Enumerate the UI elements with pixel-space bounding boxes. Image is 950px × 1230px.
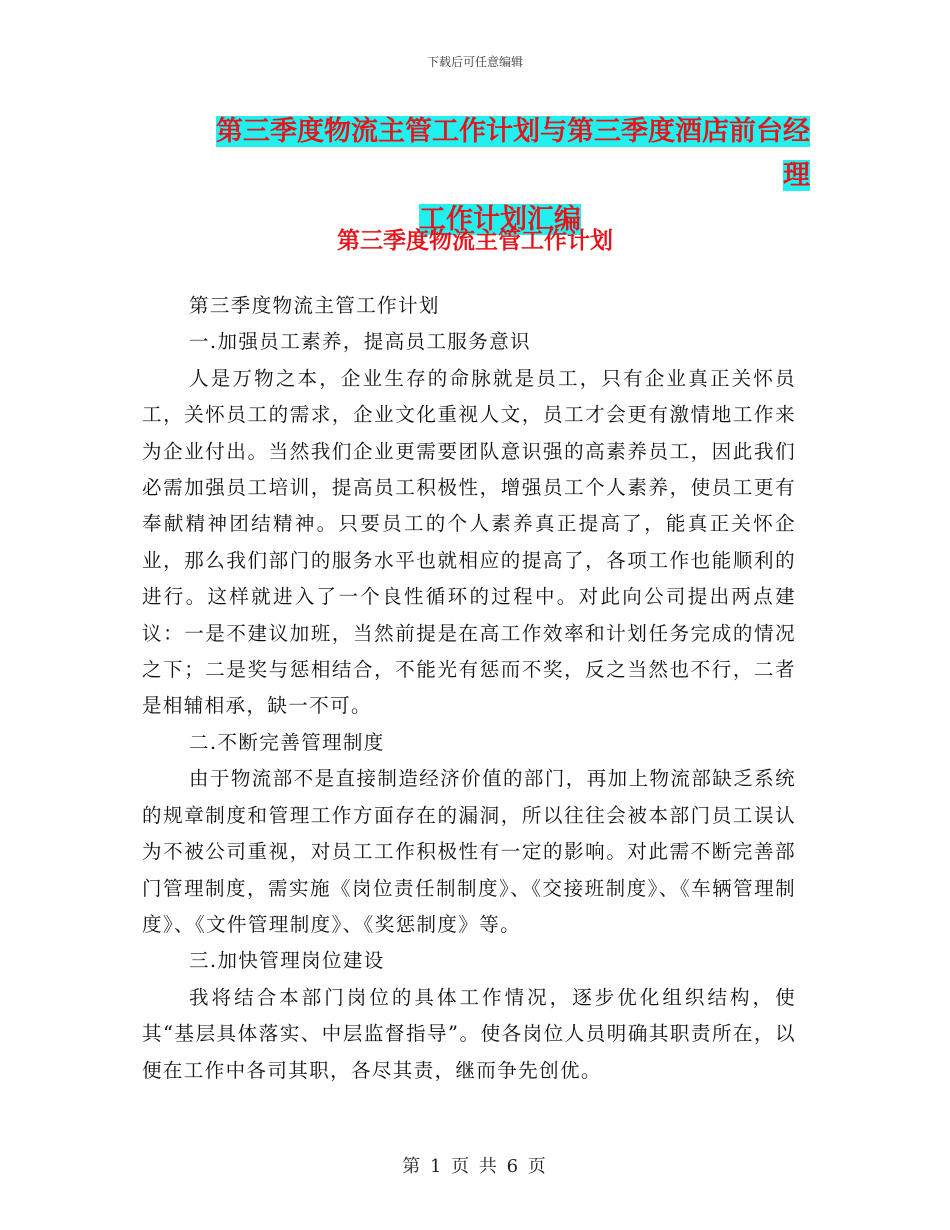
paragraph-body-2: 由于物流部不是直接制造经济价值的部门，再加上物流部缺乏系统的规章制度和管理工作方面存在的漏洞，所以往往会被本部门员工误认为不被公司重视，对员工工作积极性有一定的影响。对此需不断完善部门管理制度，需实施《岗位责任制制度》、《交接班制度》、《车辆管理制度》、《文件管理制度》、《奖惩制度》等。 xyxy=(142,767,796,936)
document-body xyxy=(142,288,796,1089)
paragraph-body-3: 我将结合本部门岗位的具体工作情况，逐步优化组织结构，使其“基层具体落实、中层监督指导”。使各岗位人员明确其职责所在，以便在工作中各司其职，各尽其责，继而争先创优。 xyxy=(142,985,796,1082)
paragraph-heading-3: 三.加快管理岗位建设 xyxy=(189,949,385,973)
paragraph-body-1: 人是万物之本，企业生存的命脉就是员工，只有企业真正关怀员工，关怀员工的需求，企业文化重视人文，员工才会更有激情地工作来为企业付出。当然我们企业更需要团队意识强的高素养员工，因此我们必需加强员工培训，提高员工积极性，增强员工个人素养，使员工更有奉献精神团结精神。只要员工的个人素养真正提高了，能真正关怀企业，那么我们部门的服务水平也就相应的提高了，各项工作也能顺利的进行。这样就进入了一个良性循环的过程中。对此向公司提出两点建议：一是不建议加班，当然前提是在高工作效率和计划任务完成的情况之下；二是奖与惩相结合，不能光有惩而不奖，反之当然也不行，二者是相辅相承，缺一不可。 xyxy=(142,366,796,718)
section-heading: 第三季度物流主管工作计划 xyxy=(337,228,613,254)
title-highlight-1: 第三季度物流主管工作计划与第三季度酒店前台经理 xyxy=(216,116,810,191)
page-number-footer: 第 1 页 共 6 页 xyxy=(402,1156,548,1177)
page-header-note: 下载后可任意编辑 xyxy=(426,55,523,69)
paragraph-heading-1: 一.加强员工素养，提高员工服务意识 xyxy=(189,330,531,354)
paragraph-heading-2: 二.不断完善管理制度 xyxy=(189,730,385,754)
document-title-line-1 xyxy=(190,110,810,198)
paragraph-subtitle: 第三季度物流主管工作计划 xyxy=(189,294,440,317)
title-highlight-2: 工作计划汇编 xyxy=(419,204,581,235)
